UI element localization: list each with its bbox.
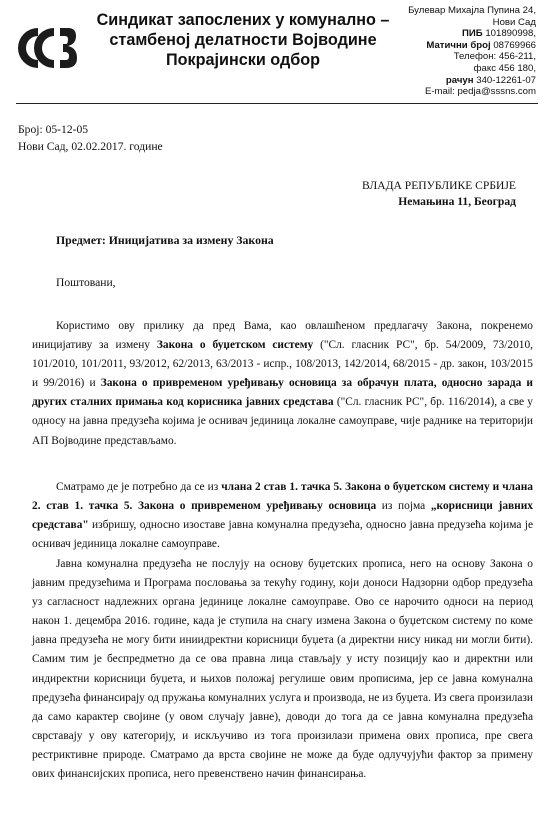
- addressee-name: ВЛАДА РЕПУБЛИКЕ СРБИЈЕ: [362, 179, 516, 192]
- document-place-date: Нови Сад, 02.02.2017. године: [18, 139, 163, 153]
- pib-line: [386, 28, 536, 40]
- organization-name: [84, 10, 402, 70]
- p1-law-budget-system: Закона о буџетском систему: [156, 339, 314, 352]
- p2-text-1: Сматрамо де је потребно да се из: [56, 481, 222, 493]
- org-line-2: стамбеној делатности Војводине: [109, 31, 377, 49]
- mb-label: Матични број: [426, 39, 491, 51]
- account-value: 340-12261-07: [476, 74, 536, 86]
- mb-value: 08769966: [493, 39, 536, 51]
- paragraph-2: [32, 478, 533, 554]
- contact-block: [386, 5, 536, 98]
- document-number: Број: 05-12-05: [18, 123, 89, 136]
- org-line-3: Покрајински одбор: [165, 51, 321, 69]
- pib-value: 101890998,: [485, 28, 536, 40]
- p1-text-3: ("Сл. гласник РС", бр. 116/2014), а све у односу на јавна предузећа којима је оснивач јединица локалне самоуправе, чије раднике на територији АП Војводине представљамо.: [32, 396, 533, 447]
- address-line-1: Булевар Михајла Пупина 24,: [408, 5, 536, 16]
- paragraph-1: [32, 317, 533, 451]
- address-line-2: Нови Сад: [492, 16, 536, 28]
- letterhead-divider: [16, 103, 538, 104]
- addressee-street: Немањина 11, Београд: [398, 195, 516, 208]
- union-logo-icon: [8, 22, 78, 74]
- org-line-1: Синдикат запослених у комунално –: [96, 11, 390, 29]
- account-line: [386, 75, 536, 87]
- pib-label: ПИБ: [461, 28, 483, 40]
- fax-line: факс 456 180,: [473, 62, 536, 74]
- addressee-block: [362, 178, 516, 210]
- p1-text-1: Користимо ову прилику да пред Вама, као овлашћеном предлагачу Закона, покренемо иницијативу за измену: [32, 320, 533, 352]
- p2-articles: члана 2 став 1. тачка 5. Закона о буџетском систему и члана 2. став 1. тачка 5. Закона о привременом уређивању основица: [32, 481, 533, 513]
- email-line[interactable]: E-mail: pedja@sssns.com: [424, 86, 536, 98]
- p2-text-2: из појма: [376, 500, 431, 513]
- document-meta: [18, 122, 163, 155]
- account-label: рачун: [445, 74, 474, 86]
- mb-line: [386, 40, 536, 52]
- p2-text-3: избришу, односно изоставе јавна комунална предузећа, односно јавна предузећа којима је оснивач јединица локалне самоуправе.: [32, 519, 533, 551]
- letter-subject: Предмет: Иницијатива за измену Закона: [56, 233, 274, 247]
- p1-text-2: ("Сл. гласник РС", бр. 54/2009, 73/2010, 101/2010, 101/2011, 93/2012, 62/2013, 63/2013 - испр., 108/2013, 142/2014, 68/2015 - др. закон, 103/2015 и 99/2016) и: [32, 339, 534, 390]
- p3-text: Јавна комунална предузећа не послују на основу буџетских прописа, него на основу Закона о јавним предузећима и Програма пословања за текућу годину, који доноси Надзорни одбор предузећа уз сагласност надлежних органа јединице локалне самоуправе. Ово се нарочито односи на период након 1. децембра 2016. године, када је ступила на снагу измена Закона о буџетском систему по коме јавна предузећа не могу бити иниидректни корисници буџета (а директни нису никад ни могли бити). Самим тим је беспредметно да се ова правна лица стављају у исту позицију као и директни или индиректни корисници буџета, и њихов положај регулише овим прописима, јер се јавна комунална предузећа финансирају од пружања комуналних услуга и производа, не из буџета. Из свега произилази да само карактер својине (у овом случају јавне), доводи до тога да се јавна комунална предузећа сврставају у ову категорију, и искључиво из тога произилази примена ових прописа, пре свега рестриктивне природе. Сматрамо да врста својине не може да буде одлучујући фактор за примену ових финансијских прописа, него превенствено начин финансирања.: [32, 558, 533, 781]
- letter-greeting: Поштовани,: [56, 276, 116, 289]
- p2-term: „корисници јавних средстава": [32, 500, 533, 532]
- p1-law-salary-basis: Закона о привременом уређивању основица за обрачун плата, односно зарада и других сталних примања код корисника јавних средстава: [32, 377, 533, 409]
- paragraph-3: [32, 555, 533, 784]
- phone-line: Телефон: 456-211,: [453, 51, 536, 63]
